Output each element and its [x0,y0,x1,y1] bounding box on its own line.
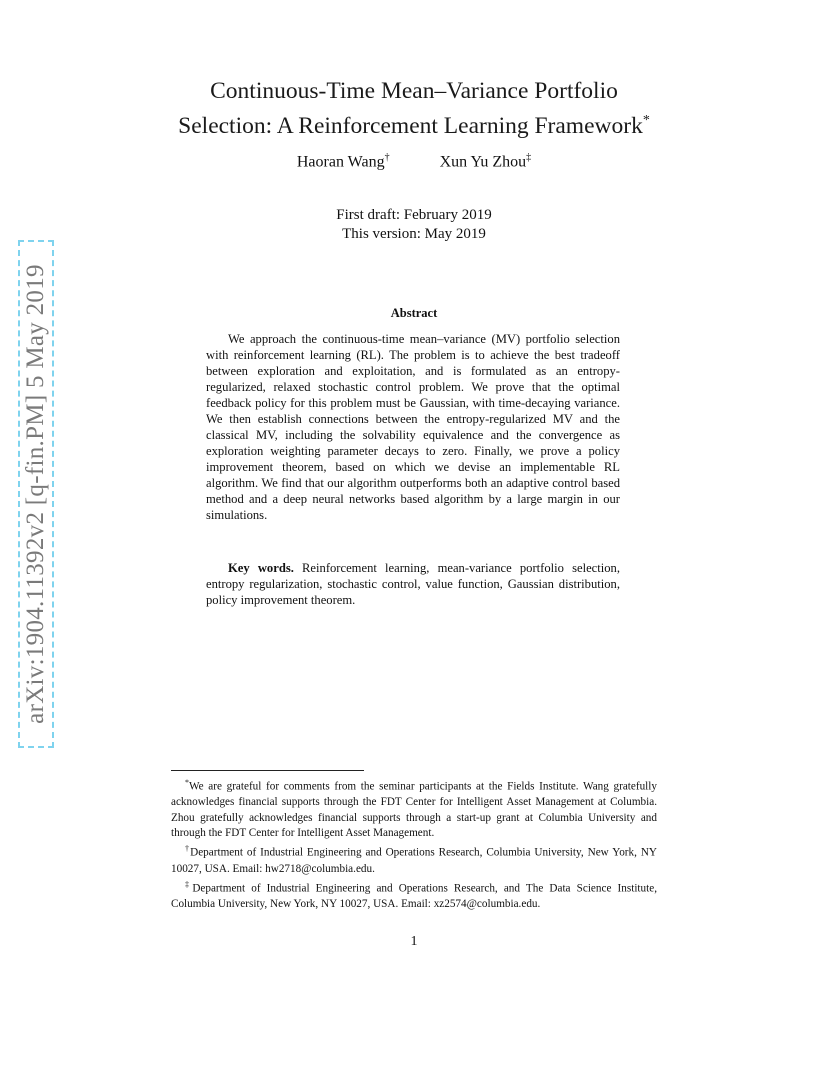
draft-dates [120,206,708,244]
title-line-1: Continuous-Time Mean–Variance Portfolio [210,78,618,104]
author-2: Xun Yu Zhou‡ [439,152,532,171]
arxiv-identifier-text: arXiv:1904.11392v2 [q-fin.PM] 5 May 2019 [22,264,49,724]
keywords-paragraph [206,560,620,608]
abstract-text: We approach the continuous-time mean–variance (MV) portfolio selection with reinforcement learning (RL). The problem is to achieve the best tradeoff between exploration and exploitation, and is formulated as an entropy-regularized, relaxed stochastic control problem. We prove that the optimal feedback policy for this problem must be Gaussian, with time-decaying variance. We then establish connections between the entropy-regularized MV and the classical MV, including the solvability equivalence and the convergence as exploration weighting parameter decays to zero. Finally, we prove a policy improvement theorem, based on which we devise an implementable RL algorithm. We find that our algorithm outperforms both an adaptive control based method and a deep neural networks based algorithm by a large margin in our simulations. [206,332,620,522]
title-footnote-mark: * [642,113,650,128]
arxiv-identifier-stamp[interactable] [18,240,54,748]
footnote-divider [171,770,364,771]
keywords-label: Key words. [228,561,294,575]
paper-title [120,76,708,141]
keywords-text: Reinforcement learning, mean-variance portfolio selection, entropy regularization, stochastic control, value function, Gaussian distribution, policy improvement theorem. [206,561,620,607]
this-version-date: This version: May 2019 [342,226,486,242]
footnote-acknowledgements: *We are grateful for comments from the seminar participants at the Fields Institute. Wang gratefully acknowledges financial supports through the FDT Center for Intelligent Asset Management at Columbia. Zhou gratefully acknowledges financial supports through a start-up grant at Columbia University and through the FDT Center for Intelligent Asset Management. [171,778,657,839]
page-number: 1 [410,934,418,949]
author-2-mark: ‡ [526,152,532,163]
footnotes [171,775,657,912]
author-1: Haoran Wang† [296,152,390,171]
abstract-heading: Abstract [390,306,438,320]
first-draft-date: First draft: February 2019 [336,207,492,223]
footnote-author-2-affiliation: ‡Department of Industrial Engineering and Operations Research, and The Data Science Institute, Columbia University, New York, NY 10027, USA. Email: xz2574@columbia.edu. [171,879,657,911]
title-line-2: Selection: A Reinforcement Learning Framework* [178,112,650,139]
footnote-author-1-affiliation: †Department of Industrial Engineering and Operations Research, Columbia University, New York, NY 10027, USA. Email: hw2718@columbia.edu. [171,844,657,875]
author-1-mark: † [384,152,390,163]
author-list [120,152,708,171]
